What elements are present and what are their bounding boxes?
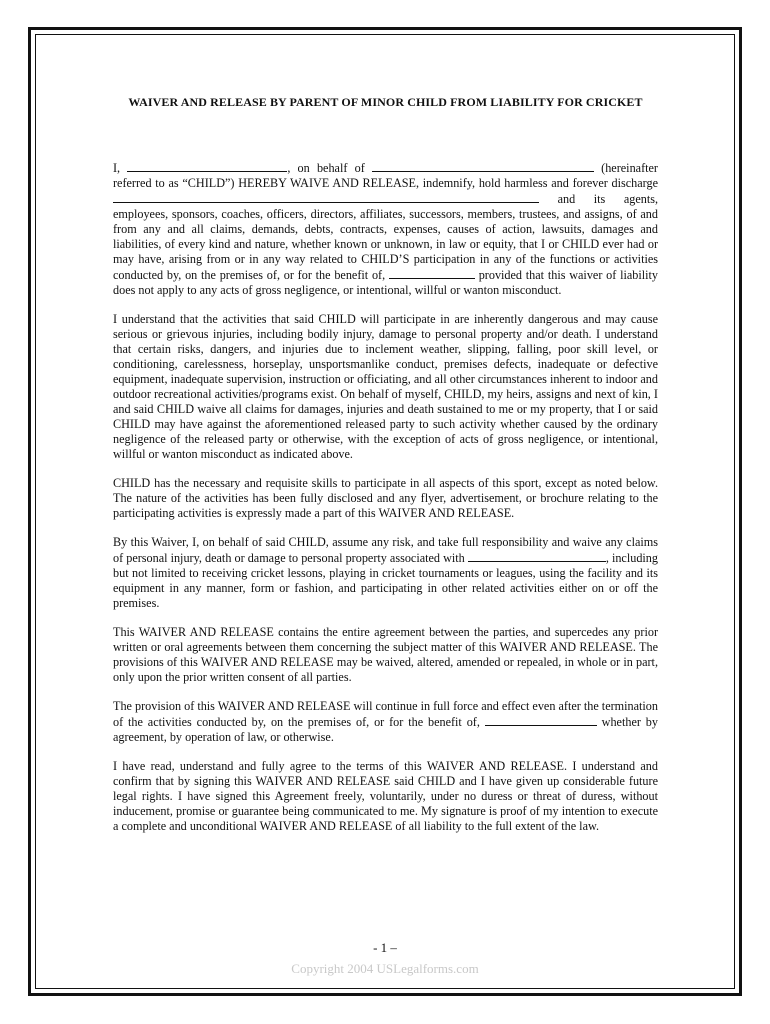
paragraph-entire-agreement: This WAIVER AND RELEASE contains the entire agreement between the parties, and supercedes any prior written or oral agreements between them concerning the subject matter of this WAIVER AND RELEASE. The provisions of this WAIVER AND RELEASE may be waived, altered, amended or repealed, in whole or in part, only upon the prior written consent of all parties.	[113, 625, 658, 684]
benefit-party-field[interactable]	[389, 267, 475, 279]
copyright-watermark: Copyright 2004 USLegalforms.com	[291, 961, 479, 976]
paragraph-acknowledgement: I have read, understand and fully agree to the terms of this WAIVER AND RELEASE. I understand and confirm that by signing this WAIVER AND RELEASE said CHILD and I have given up considerable future legal rights. I have signed this Agreement freely, voluntarily, under no duress or threat of duress, without inducement, promise or guarantee being communicated to me. My signature is proof of my intention to execute a complete and unconditional WAIVER AND RELEASE of all liability to the full extent of the law.	[113, 759, 658, 833]
page-number: - 1 –	[373, 940, 397, 955]
p1-text-a: I,	[113, 161, 128, 175]
child-name-field[interactable]	[372, 160, 594, 172]
p1-text-b: , on behalf of	[287, 161, 372, 175]
paragraph-skills: CHILD has the necessary and requisite skills to participate in all aspects of this sport, except as noted below. The nature of the activities has been fully disclosed and any flyer, advertisement, or brochure relating to the participating activities is expressly made a part of this WAIVER AND RELEASE.	[113, 476, 658, 520]
continuation-party-field[interactable]	[485, 714, 597, 726]
document-body	[113, 95, 658, 848]
p4-text-a: By this Waiver, I, on behalf of said CHILD, assume any risk, and take full responsibility and waive any claims of personal injury, death or damage to personal property associated with	[113, 535, 658, 565]
paragraph-release	[113, 160, 658, 298]
paragraph-risks: I understand that the activities that said CHILD will participate in are inherently dangerous and may cause serious or grievous injuries, including bodily injury, damage to personal property and/or death. I understand that certain risks, dangers, and injuries due to inclement weather, slipping, falling, poor skill level, or conditioning, carelessness, horseplay, unsportsmanlike conduct, premises defects, inadequate or defective equipment, inadequate supervision, instruction or officiating, and all other circumstances inherent to indoor and outdoor recreational activities/programs exist. On behalf of myself, CHILD, my heirs, assigns and next of kin, I and said CHILD waive all claims for damages, injuries and death sustained to me or my property, that I or said CHILD may have against the aforementioned released party to such activity whether caused by the ordinary negligence of the released party or otherwise, with the exception of acts of gross negligence, or intentional, willful or wanton misconduct as indicated above.	[113, 312, 658, 461]
p1-text-c: (hereinafter referred to as “CHILD”) HEREBY WAIVE AND RELEASE, indemnify, hold harmless and forever discharge	[113, 161, 658, 190]
parent-name-field[interactable]	[127, 160, 287, 172]
activity-provider-field[interactable]	[468, 550, 606, 562]
paragraph-continuation	[113, 699, 658, 745]
released-party-field[interactable]	[113, 191, 539, 203]
p1-text-d: and its agents, employees, sponsors, coaches, officers, directors, affiliates, successors, members, trustees, and assigns, of and from any and all claims, demands, debts, contracts, expenses, causes of action, lawsuits, damages and liabilities, of every kind and nature, whether known or unknown, in law or equity, that I or CHILD ever had or may have, arising from or in any way related to CHILD’S participation in any of the functions or activities conducted by, on the premises of, or for the benefit of,	[113, 192, 658, 282]
paragraph-assumption-of-risk	[113, 535, 658, 611]
document-title: WAIVER AND RELEASE BY PARENT OF MINOR CHILD FROM LIABILITY FOR CRICKET	[128, 95, 643, 109]
p6-text-a: The provision of this WAIVER AND RELEASE will continue in full force and effect even after the termination of the activities conducted by, on the premises of, or for the benefit of,	[113, 699, 658, 729]
p1-text-e: provided that this waiver of liability does not apply to any acts of gross negligence, or intentional, willful or wanton misconduct.	[113, 268, 658, 297]
p6-text-b: whether by agreement, by operation of law, or otherwise.	[113, 715, 658, 744]
p4-text-b: , including but not limited to receiving cricket lessons, playing in cricket tournaments or leagues, using the facility and its equipment in any manner, form or fashion, and participating in other related activities either on or off the premises.	[113, 551, 658, 610]
